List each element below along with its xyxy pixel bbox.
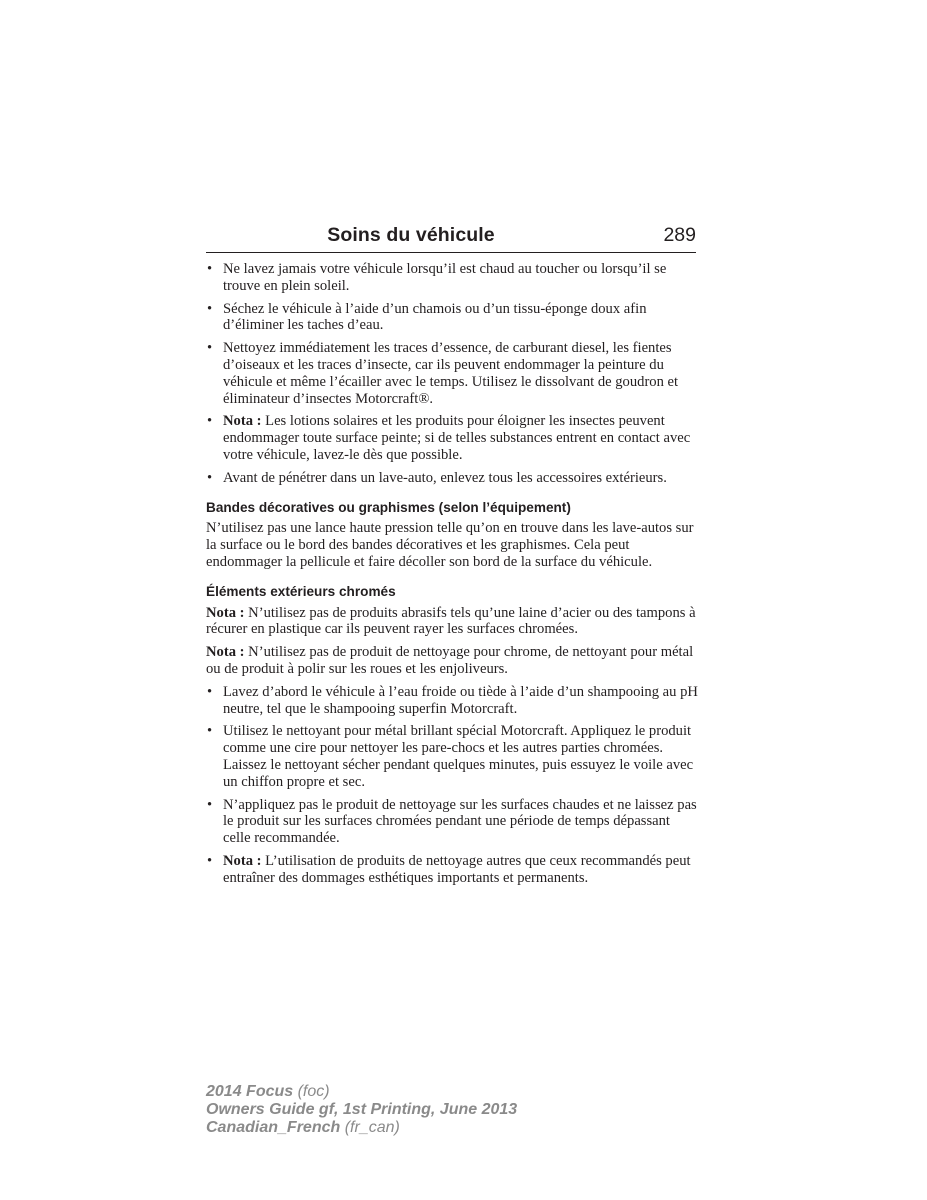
note-label: Nota : [206,644,245,661]
note-label: Nota : [206,604,245,621]
bullet-item: • Avant de pénétrer dans un lave-auto, enlevez tous les accessoires extérieurs. [206,470,698,487]
note-label: Nota : [223,852,262,869]
footer-line-2: Owners Guide gf, 1st Printing, June 2013 [206,1101,518,1118]
note-text: N’utilisez pas de produits abrasifs tels qu’une laine d’acier ou des tampons à récurer en plastique car ils peuvent rayer les surfaces chromées. [206,604,696,638]
note-label: Nota : [223,413,262,430]
footer-language-code: (fr_can) [340,1119,400,1136]
stripes-paragraph: N’utilisez pas une lance haute pression telle qu’on en trouve dans les lave-autos sur la surface ou le bord des bandes décoratives et les graphismes. Cela peut endommager la pellicule et faire décoller son bord de la surface du véhicule. [206,520,694,570]
bullet-item: • Utilisez le nettoyant pour métal brillant spécial Motorcraft. Appliquez le produit comme une cire pour nettoyer les pare-chocs et les autres parties chromées. Laissez le nettoyant sécher pendant quelques minutes, puis essuyez le voile avec un chiffon propre et sec. [206,723,698,790]
footer-model: 2014 Focus [206,1083,294,1100]
note-text: L’utilisation de produits de nettoyage autres que ceux recommandés peut entraîner des dommages esthétiques importants et permanents. [223,852,691,886]
section-heading-chrome: Éléments extérieurs chromés [206,583,396,599]
page-content [206,261,698,893]
footer-line-3 [206,1119,517,1137]
note-text: N’utilisez pas de produit de nettoyage pour chrome, de nettoyant pour métal ou de produit à polir sur les roues et les enjoliveurs. [206,644,694,677]
section-heading-stripes: Bandes décoratives ou graphismes (selon l’équipement) [206,499,571,515]
chrome-note-1 [206,605,698,639]
footer-language: Canadian_French [206,1119,341,1136]
chrome-note-2 [206,644,698,678]
bullet-item: • Séchez le véhicule à l’aide d’un chamois ou d’un tissu-éponge doux afin d’éliminer les taches d’eau. [206,301,698,335]
footer-model-code: (foc) [293,1083,330,1100]
bullet-item: • Nettoyez immédiatement les traces d’essence, de carburant diesel, les fientes d’oiseaux et les traces d’insecte, car ils peuvent endommager la peinture du véhicule et même l’écailler avec le temps. Utilisez le dissolvant de goudron et éliminateur d’insectes Motorcraft®. [206,340,698,407]
section-title: Soins du véhicule [327,224,495,246]
footer-line-1 [206,1083,517,1101]
note-text: Les lotions solaires et les produits pour éloigner les insectes peuvent endommager toute surface peinte; si de telles substances entrent en contact avec votre véhicule, lavez-le dès que possible. [223,413,691,463]
bullet-note-item [206,413,698,463]
page-header [206,222,696,253]
bullet-item: • Lavez d’abord le véhicule à l’eau froide ou tiède à l’aide d’un shampooing au pH neutre, tel que le shampooing superfin Motorcraft. [206,684,698,718]
bullet-note-item [206,853,698,887]
page-footer [206,1083,517,1137]
bullet-item: • N’appliquez pas le produit de nettoyage sur les surfaces chaudes et ne laissez pas le produit sur les surfaces chromées pendant une période de temps dépassant celle recommandée. [206,797,698,847]
bullet-item: • Ne lavez jamais votre véhicule lorsqu’il est chaud au toucher ou lorsqu’il se trouve en plein soleil. [206,261,698,295]
page-number: 289 [663,224,696,246]
